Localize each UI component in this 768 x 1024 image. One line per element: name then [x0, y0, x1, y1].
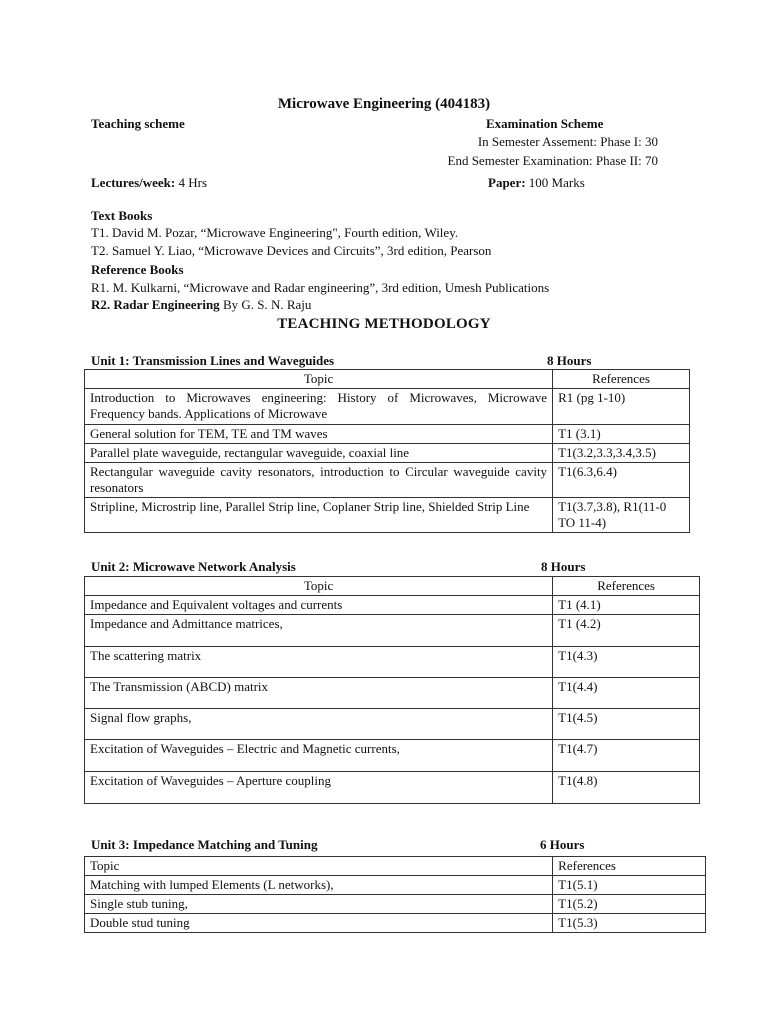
lectures-per-week	[91, 175, 207, 191]
reference-cell: R1 (pg 1-10)	[553, 389, 690, 425]
topic-cell: Excitation of Waveguides – Aperture coupling	[85, 772, 553, 804]
table-row	[85, 463, 690, 498]
text-books-heading: Text Books	[91, 208, 153, 223]
reference-cell: T1(4.8)	[553, 772, 700, 804]
topic-cell: Double stud tuning	[85, 914, 553, 933]
unit-1-title: Unit 1: Transmission Lines and Waveguides	[91, 353, 335, 368]
table-row	[85, 389, 690, 425]
lectures-value: 4 Hrs	[175, 175, 208, 190]
reference-cell: T1(5.2)	[553, 895, 706, 914]
table-row	[85, 615, 700, 647]
reference-cell: T1(5.3)	[553, 914, 706, 933]
topic-cell: General solution for TEM, TE and TM waves	[85, 425, 553, 444]
table-row	[85, 914, 706, 933]
topic-cell: Signal flow graphs,	[85, 709, 553, 740]
unit-3-hours: 6 Hours	[540, 837, 585, 852]
table-row	[85, 772, 700, 804]
topic-cell: Excitation of Waveguides – Electric and Magnetic currents,	[85, 740, 553, 772]
table-row	[85, 740, 700, 772]
column-header-topic: Topic	[85, 370, 553, 389]
topic-cell: Stripline, Microstrip line, Parallel Strip line, Coplaner Strip line, Shielded Strip Line	[85, 498, 553, 533]
text-book-t2: T2. Samuel Y. Liao, “Microwave Devices and Circuits”, 3rd edition, Pearson	[91, 243, 492, 258]
lectures-label: Lectures/week:	[91, 175, 176, 190]
topic-cell: Impedance and Equivalent voltages and currents	[85, 596, 553, 615]
table-row	[85, 647, 700, 678]
reference-cell: T1(4.3)	[553, 647, 700, 678]
reference-cell: T1(3.2,3.3,3.4,3.5)	[553, 444, 690, 463]
paper-marks	[488, 175, 585, 191]
column-header-references: References	[553, 857, 706, 876]
table-row	[85, 596, 700, 615]
topic-cell: The Transmission (ABCD) matrix	[85, 678, 553, 709]
column-header-topic: Topic	[85, 857, 553, 876]
page-title: Microwave Engineering (404183)	[277, 96, 491, 112]
text-book-t1: T1. David M. Pozar, “Microwave Engineering", Fourth edition, Wiley.	[91, 225, 459, 240]
reference-book-r2-author: By G. S. N. Raju	[219, 297, 312, 312]
topic-cell: Impedance and Admittance matrices,	[85, 615, 553, 647]
column-header-references: References	[553, 370, 690, 389]
reference-book-r2	[91, 297, 311, 313]
exam-scheme-label: Examination Scheme	[486, 116, 604, 131]
reference-cell: T1 (3.1)	[553, 425, 690, 444]
topic-cell: The scattering matrix	[85, 647, 553, 678]
reference-cell: T1(4.7)	[553, 740, 700, 772]
column-header-topic: Topic	[85, 577, 553, 596]
topic-cell: Rectangular waveguide cavity resonators, introduction to Circular waveguide cavity resonators	[85, 463, 553, 498]
reference-books-heading: Reference Books	[91, 262, 184, 277]
table-header-row	[85, 577, 700, 596]
paper-value: 100 Marks	[525, 175, 585, 190]
table-row	[85, 709, 700, 740]
table-row	[85, 678, 700, 709]
reference-cell: T1(3.7,3.8), R1(11-0 TO 11-4)	[553, 498, 690, 533]
reference-cell: T1(4.5)	[553, 709, 700, 740]
unit-2-hours: 8 Hours	[541, 559, 586, 574]
topic-cell: Matching with lumped Elements (L networks),	[85, 876, 553, 895]
reference-cell: T1(6.3,6.4)	[553, 463, 690, 498]
end-semester-exam: End Semester Examination: Phase II: 70	[447, 153, 658, 168]
topic-cell: Single stub tuning,	[85, 895, 553, 914]
unit-2-title: Unit 2: Microwave Network Analysis	[91, 559, 296, 574]
reference-cell: T1(4.4)	[553, 678, 700, 709]
topic-cell: Introduction to Microwaves engineering: History of Microwaves, Microwave Frequency bands. Applications of Microwave	[85, 389, 553, 425]
teaching-methodology-heading: TEACHING METHODOLOGY	[277, 316, 491, 332]
topic-cell: Parallel plate waveguide, rectangular waveguide, coaxial line	[85, 444, 553, 463]
paper-label: Paper:	[488, 175, 526, 190]
reference-book-r1: R1. M. Kulkarni, “Microwave and Radar engineering”, 3rd edition, Umesh Publications	[91, 280, 550, 295]
table-header-row	[85, 370, 690, 389]
table-row	[85, 425, 690, 444]
reference-cell: T1 (4.2)	[553, 615, 700, 647]
unit-3-table	[84, 856, 706, 933]
unit-3-title: Unit 3: Impedance Matching and Tuning	[91, 837, 318, 852]
unit-1-table	[84, 369, 690, 533]
reference-cell: T1(5.1)	[553, 876, 706, 895]
column-header-references: References	[553, 577, 700, 596]
table-row	[85, 876, 706, 895]
table-row	[85, 444, 690, 463]
unit-2-table	[84, 576, 700, 804]
in-semester-assessment: In Semester Assement: Phase I: 30	[477, 134, 658, 149]
unit-1-hours: 8 Hours	[547, 353, 592, 368]
reference-book-r2-title: R2. Radar Engineering	[91, 297, 220, 312]
teaching-scheme-label: Teaching scheme	[91, 116, 185, 131]
reference-cell: T1 (4.1)	[553, 596, 700, 615]
table-row	[85, 498, 690, 533]
table-header-row	[85, 857, 706, 876]
table-row	[85, 895, 706, 914]
